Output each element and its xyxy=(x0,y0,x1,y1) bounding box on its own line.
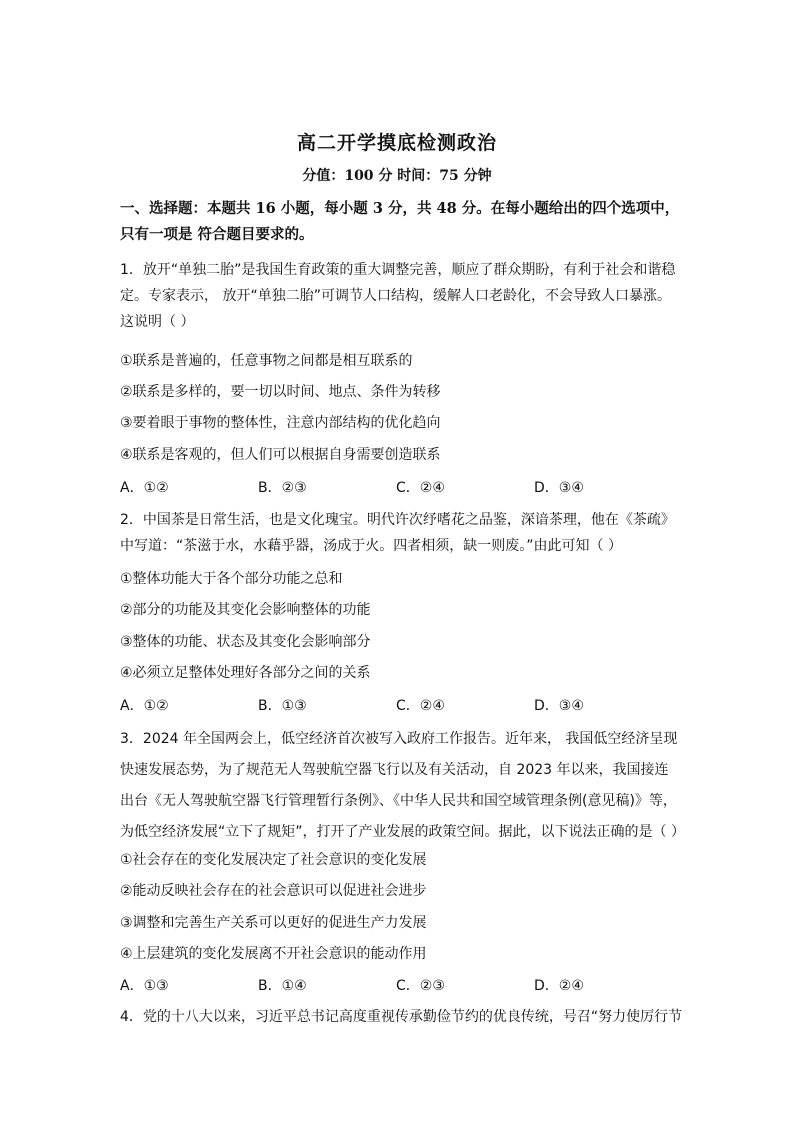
question-1-answer-b[interactable]: B．②③ xyxy=(258,480,307,496)
score-time-info: 分值：100 分 时间：75 分钟 xyxy=(302,168,492,184)
question-2-answers xyxy=(120,695,680,715)
question-2-stem: 2．中国茶是日常生活，也是文化瑰宝。明代许次纾嗜花之品鉴，深谙茶理，他在《茶疏》中写道：“茶滋于水，水藉乎器，汤成于火。四者相须，缺一则废。”由此可知（ ） xyxy=(120,512,675,554)
question-1-option-2: ②联系是多样的，要一切以时间、地点、条件为转移 xyxy=(120,384,441,400)
page-title: 高二开学摸底检测政治 xyxy=(296,132,497,154)
question-3-answer-d[interactable]: D．②④ xyxy=(534,978,584,994)
question-2-option-3: ③整体的功能、状态及其变化会影响部分 xyxy=(120,634,371,650)
question-1-option-1: ①联系是普遍的，任意事物之间都是相互联系的 xyxy=(120,353,413,369)
question-1-answer-d[interactable]: D．③④ xyxy=(534,480,584,496)
question-1-stem: 1．放开“单独二胎”是我国生育政策的重大调整完善，顺应了群众期盼，有利于社会和谐稳定。专家表示， 放开“单独二胎”可调节人口结构，缓解人口老龄化，不会导致人口暴涨。这说明（ ） xyxy=(120,262,676,330)
question-3-answers xyxy=(120,975,680,995)
question-3-option-2: ②能动反映社会存在的社会意识可以促进社会进步 xyxy=(120,883,427,899)
question-3-answer-c[interactable]: C．②③ xyxy=(396,978,445,994)
question-1-answer-c[interactable]: C．②④ xyxy=(396,480,445,496)
question-2-answer-a[interactable]: A．①② xyxy=(120,698,169,714)
section-heading: 一、选择题：本题共 16 小题，每小题 3 分，共 48 分。在每小题给出的四个选项中，只有一项是 符合题目要求的。 xyxy=(120,200,680,243)
question-3-option-1: ①社会存在的变化发展决定了社会意识的变化发展 xyxy=(120,852,427,868)
question-3-option-3: ③调整和完善生产关系可以更好的促进生产力发展 xyxy=(120,915,427,931)
question-3-answer-a[interactable]: A．①③ xyxy=(120,978,169,994)
question-4-stem: 4．党的十八大以来，习近平总书记高度重视传承勤俭节约的优良传统，号召“努力使厉行节 xyxy=(120,1009,683,1025)
question-1-answer-a[interactable]: A．①② xyxy=(120,480,169,496)
question-2-answer-b[interactable]: B．①③ xyxy=(258,698,307,714)
question-3-answer-b[interactable]: B．①④ xyxy=(258,978,307,994)
question-2-option-4: ④必须立足整体处理好各部分之间的关系 xyxy=(120,665,371,681)
question-1-option-3: ③要着眼于事物的整体性，注意内部结构的优化趋向 xyxy=(120,415,441,431)
question-2-answer-c[interactable]: C．②④ xyxy=(396,698,445,714)
question-2-option-1: ①整体功能大于各个部分功能之总和 xyxy=(120,571,343,587)
question-3-stem: 3．2024 年全国两会上，低空经济首次被写入政府工作报告。近年来， 我国低空经济呈现快速发展态势，为了规范无人驾驶航空器飞行以及有关活动，自 2023 年以来，我国接连出台《无人驾驶航空器飞行管理暂行条例》、《中华人民共和国空域管理条例(意见稿)》等， 为低空经济发展“立下了规矩”，打开了产业发展的政策空间。据此，以下说法正确的是（ ） xyxy=(120,731,685,840)
question-1-option-4: ④联系是客观的，但人们可以根据自身需要创造联系 xyxy=(120,447,441,463)
question-1-answers xyxy=(120,477,680,497)
question-2-option-2: ②部分的功能及其变化会影响整体的功能 xyxy=(120,602,371,618)
question-2-answer-d[interactable]: D．③④ xyxy=(534,698,584,714)
question-3-option-4: ④上层建筑的变化发展离不开社会意识的能动作用 xyxy=(120,946,427,962)
